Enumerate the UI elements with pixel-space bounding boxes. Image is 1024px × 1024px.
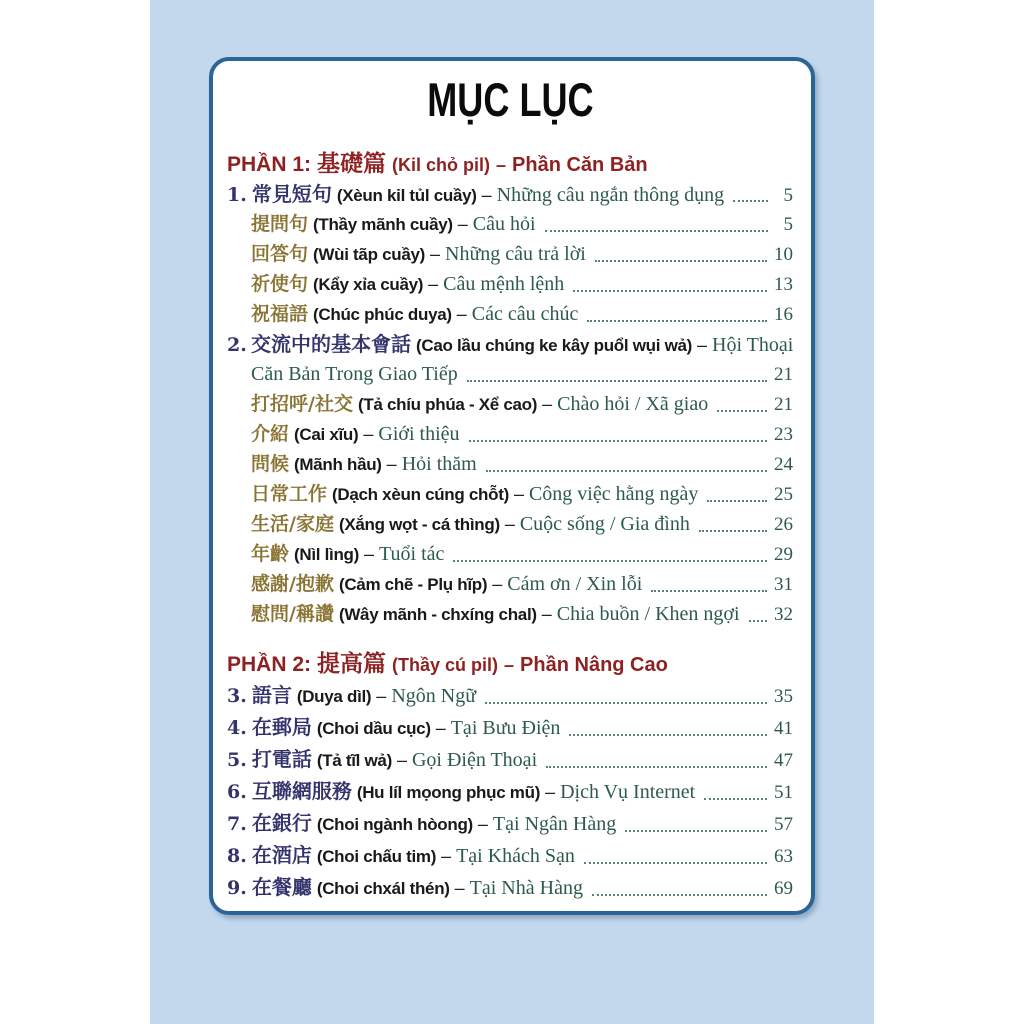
entry-separator: – bbox=[457, 214, 468, 234]
entry-chinese: 在酒店 bbox=[251, 843, 312, 867]
entry-chinese: 祝福語 bbox=[251, 303, 309, 325]
page-number: 10 bbox=[774, 244, 793, 265]
entry-chinese: 在銀行 bbox=[251, 811, 312, 835]
section-pronunciation: (Kil chỏ pil) bbox=[392, 155, 491, 175]
entry-chinese: 在餐廳 bbox=[251, 875, 312, 899]
entry-chinese: 提問句 bbox=[251, 213, 309, 235]
section-chinese: 提高篇 bbox=[317, 650, 387, 677]
section-header-2 bbox=[227, 649, 793, 679]
toc-subentry bbox=[227, 449, 793, 479]
entry-separator: – bbox=[376, 686, 387, 706]
toc-entry bbox=[227, 179, 793, 209]
toc-entry bbox=[227, 711, 793, 743]
entry-separator: – bbox=[435, 718, 446, 738]
entry-number: 2. bbox=[227, 334, 247, 356]
toc-entry bbox=[227, 871, 793, 903]
section-2-entries bbox=[227, 679, 793, 903]
entry-vietnamese: Công việc hằng ngày bbox=[528, 483, 699, 505]
entry-chinese: 常見短句 bbox=[251, 182, 332, 206]
entry-vietnamese: Giới thiệu bbox=[378, 423, 460, 445]
page-number: 21 bbox=[774, 394, 793, 415]
toc-subentry bbox=[227, 389, 793, 419]
entry-pronunciation: (Duya dìl) bbox=[296, 687, 372, 706]
entry-vietnamese: Ngôn Ngữ bbox=[391, 685, 477, 707]
entry-vietnamese: Gọi Điện Thoại bbox=[411, 749, 538, 771]
entry-separator: – bbox=[454, 878, 465, 898]
entry-pronunciation: (Wây mãnh - chxíng chal) bbox=[338, 605, 537, 624]
entry-separator: – bbox=[430, 244, 441, 264]
page-title: MỤC LỤC bbox=[426, 74, 594, 127]
dot-leader bbox=[486, 470, 767, 472]
toc-card bbox=[209, 57, 815, 915]
page-number: 47 bbox=[774, 750, 793, 771]
entry-chinese: 問候 bbox=[251, 453, 290, 475]
entry-separator: – bbox=[545, 782, 556, 802]
entry-separator: – bbox=[363, 424, 374, 444]
entry-pronunciation: (Xèun kil tủl cuầy) bbox=[336, 186, 477, 205]
entry-vietnamese: Những câu trả lời bbox=[445, 243, 586, 265]
book-page-photo bbox=[150, 0, 874, 1024]
dot-leader bbox=[545, 230, 768, 232]
entry-vietnamese: Tại Ngân Hàng bbox=[492, 813, 617, 835]
toc-entry bbox=[227, 329, 793, 359]
toc-subentry bbox=[227, 299, 793, 329]
entry-vietnamese: Chia buồn / Khen ngợi bbox=[556, 603, 740, 625]
page-number: 24 bbox=[774, 454, 793, 475]
entry-number: 4. bbox=[227, 717, 247, 739]
page-number: 63 bbox=[774, 846, 793, 867]
entry-number: 7. bbox=[227, 813, 247, 835]
page-number: 57 bbox=[774, 814, 793, 835]
entry-number: 1. bbox=[227, 184, 247, 206]
entry-pronunciation: (Tả tĩl wả) bbox=[316, 751, 392, 770]
page-number: 32 bbox=[774, 604, 793, 625]
page-number: 29 bbox=[774, 544, 793, 565]
dot-leader bbox=[699, 530, 767, 532]
dot-leader bbox=[587, 320, 767, 322]
entry-pronunciation: (Choi dầu cục) bbox=[316, 719, 431, 738]
entry-pronunciation: (Mãnh hầu) bbox=[294, 455, 382, 474]
entry-chinese: 生活/家庭 bbox=[251, 513, 334, 535]
entry-separator: – bbox=[477, 814, 488, 834]
dot-leader bbox=[485, 702, 767, 704]
dot-leader bbox=[467, 380, 767, 382]
dot-leader bbox=[749, 620, 767, 622]
section-label: PHẦN 2: bbox=[227, 653, 312, 676]
page-number: 21 bbox=[774, 364, 793, 385]
entry-vietnamese: Câu hỏi bbox=[472, 213, 536, 235]
dot-leader bbox=[453, 560, 767, 562]
entry-pronunciation: (Cảm chẽ - Plụ hĩp) bbox=[338, 575, 488, 594]
section-separator: – bbox=[496, 155, 507, 175]
entry-pronunciation: (Choi ngành hòong) bbox=[316, 815, 473, 834]
toc-subentry bbox=[227, 539, 793, 569]
page-number: 31 bbox=[774, 574, 793, 595]
entry-chinese: 介紹 bbox=[251, 423, 290, 445]
toc-subentry bbox=[227, 239, 793, 269]
entry-pronunciation: (Tả chíu phúa - Xể cao) bbox=[357, 395, 538, 414]
toc-subentry bbox=[227, 509, 793, 539]
toc-subentry bbox=[227, 479, 793, 509]
toc-entry bbox=[227, 807, 793, 839]
entry-chinese: 感謝/抱歉 bbox=[251, 573, 334, 595]
entry-chinese: 在郵局 bbox=[251, 715, 312, 739]
section-pronunciation: (Thầy cú pil) bbox=[392, 655, 499, 675]
toc-subentry bbox=[227, 569, 793, 599]
entry-vietnamese: Tuổi tác bbox=[379, 543, 445, 565]
page-number: 5 bbox=[783, 185, 793, 206]
section-chinese: 基礎篇 bbox=[317, 150, 387, 177]
dot-leader bbox=[569, 734, 767, 736]
entry-number: 8. bbox=[227, 845, 247, 867]
entry-pronunciation: (Thầy mãnh cuầy) bbox=[313, 215, 453, 234]
entry-separator: – bbox=[542, 394, 553, 414]
entry-chinese: 打電話 bbox=[251, 747, 312, 771]
entry-vietnamese: Các câu chúc bbox=[471, 303, 579, 325]
dot-leader bbox=[625, 830, 767, 832]
toc-subentry bbox=[227, 599, 793, 629]
dot-leader bbox=[584, 862, 767, 864]
page-number: 5 bbox=[783, 214, 793, 235]
dot-leader bbox=[704, 798, 767, 800]
dot-leader bbox=[592, 894, 767, 896]
page-number: 25 bbox=[774, 484, 793, 505]
entry-pronunciation: (Cao lầu chúng ke kây puổl wụi wả) bbox=[416, 336, 693, 355]
section-1-entries bbox=[227, 179, 793, 629]
entry-chinese: 慰問/稱讚 bbox=[251, 603, 334, 625]
entry-pronunciation: (Nìl lìng) bbox=[294, 545, 359, 564]
page-number: 41 bbox=[774, 718, 793, 739]
page-number: 26 bbox=[774, 514, 793, 535]
entry-chinese: 打招呼/社交 bbox=[251, 393, 353, 415]
entry-number: 9. bbox=[227, 877, 247, 899]
entry-pronunciation: (Wùi tãp cuầy) bbox=[313, 245, 425, 264]
toc-subentry bbox=[227, 269, 793, 299]
entry-pronunciation: (Choi chấu tim) bbox=[316, 847, 437, 866]
dot-leader bbox=[717, 410, 767, 412]
entry-vietnamese: Chào hỏi / Xã giao bbox=[557, 393, 709, 415]
entry-vietnamese: Câu mệnh lệnh bbox=[443, 273, 565, 295]
dot-leader bbox=[651, 590, 767, 592]
entry-pronunciation: (Chúc phúc duya) bbox=[313, 305, 452, 324]
dot-leader bbox=[733, 200, 768, 202]
section-vietnamese: Phần Căn Bản bbox=[512, 154, 648, 176]
toc-entry bbox=[227, 679, 793, 711]
title-wrap bbox=[227, 74, 793, 127]
entry-vietnamese: Tại Nhà Hàng bbox=[469, 877, 583, 899]
entry-separator: – bbox=[541, 604, 552, 624]
entry-chinese: 祈使句 bbox=[251, 273, 309, 295]
dot-leader bbox=[595, 260, 767, 262]
entry-vietnamese: Dịch Vụ Internet bbox=[560, 781, 696, 803]
entry-pronunciation: (Kẩy xỉa cuầy) bbox=[313, 275, 424, 294]
entry-vietnamese: Những câu ngắn thông dụng bbox=[496, 184, 725, 206]
toc-entry bbox=[227, 775, 793, 807]
entry-vietnamese: Hội Thoại bbox=[712, 334, 794, 356]
page-number: 51 bbox=[774, 782, 793, 803]
entry-chinese: 語言 bbox=[251, 683, 292, 707]
entry-vietnamese: Tại Khách Sạn bbox=[456, 845, 575, 867]
entry-separator: – bbox=[396, 750, 407, 770]
entry-number: 5. bbox=[227, 749, 247, 771]
entry-vietnamese: Căn Bản Trong Giao Tiếp bbox=[251, 363, 458, 385]
entry-separator: – bbox=[441, 846, 452, 866]
entry-pronunciation: (Xắng wọt - cá thìng) bbox=[338, 515, 500, 534]
entry-vietnamese: Cám ơn / Xin lỗi bbox=[507, 573, 643, 595]
entry-chinese: 交流中的基本會話 bbox=[251, 332, 411, 356]
toc-entry bbox=[227, 743, 793, 775]
dot-leader bbox=[469, 440, 767, 442]
entry-vietnamese: Hỏi thăm bbox=[401, 453, 477, 475]
entry-pronunciation: (Choi chxál thén) bbox=[316, 879, 450, 898]
section-header-1 bbox=[227, 149, 793, 179]
page-number: 16 bbox=[774, 304, 793, 325]
dot-leader bbox=[573, 290, 767, 292]
toc-entry-continuation bbox=[227, 359, 793, 389]
dot-leader bbox=[707, 500, 767, 502]
page-number: 35 bbox=[774, 686, 793, 707]
entry-vietnamese: Tại Bưu Điện bbox=[450, 717, 561, 739]
entry-separator: – bbox=[697, 335, 708, 355]
entry-pronunciation: (Dạch xèun cúng chỗt) bbox=[332, 485, 509, 504]
section-label: PHẦN 1: bbox=[227, 153, 312, 176]
entry-chinese: 回答句 bbox=[251, 243, 309, 265]
page-number: 69 bbox=[774, 878, 793, 899]
entry-chinese: 年齡 bbox=[251, 543, 290, 565]
page-number: 13 bbox=[774, 274, 793, 295]
section-separator: – bbox=[504, 655, 515, 675]
entry-separator: – bbox=[386, 454, 397, 474]
entry-separator: – bbox=[504, 514, 515, 534]
entry-pronunciation: (Cai xĩu) bbox=[294, 425, 359, 444]
page-number: 23 bbox=[774, 424, 793, 445]
entry-chinese: 互聯網服務 bbox=[251, 779, 352, 803]
dot-leader bbox=[546, 766, 767, 768]
entry-separator: – bbox=[364, 544, 375, 564]
entry-separator: – bbox=[492, 574, 503, 594]
entry-separator: – bbox=[513, 484, 524, 504]
entry-separator: – bbox=[456, 304, 467, 324]
entry-separator: – bbox=[481, 185, 492, 205]
entry-number: 3. bbox=[227, 685, 247, 707]
section-vietnamese: Phần Nâng Cao bbox=[520, 654, 668, 676]
toc-entry bbox=[227, 839, 793, 871]
entry-number: 6. bbox=[227, 781, 247, 803]
entry-vietnamese: Cuộc sống / Gia đình bbox=[519, 513, 690, 535]
entry-pronunciation: (Hu líl mọong phục mũ) bbox=[356, 783, 541, 802]
entry-separator: – bbox=[428, 274, 439, 294]
entry-chinese: 日常工作 bbox=[251, 483, 328, 505]
toc-subentry bbox=[227, 209, 793, 239]
toc-subentry bbox=[227, 419, 793, 449]
